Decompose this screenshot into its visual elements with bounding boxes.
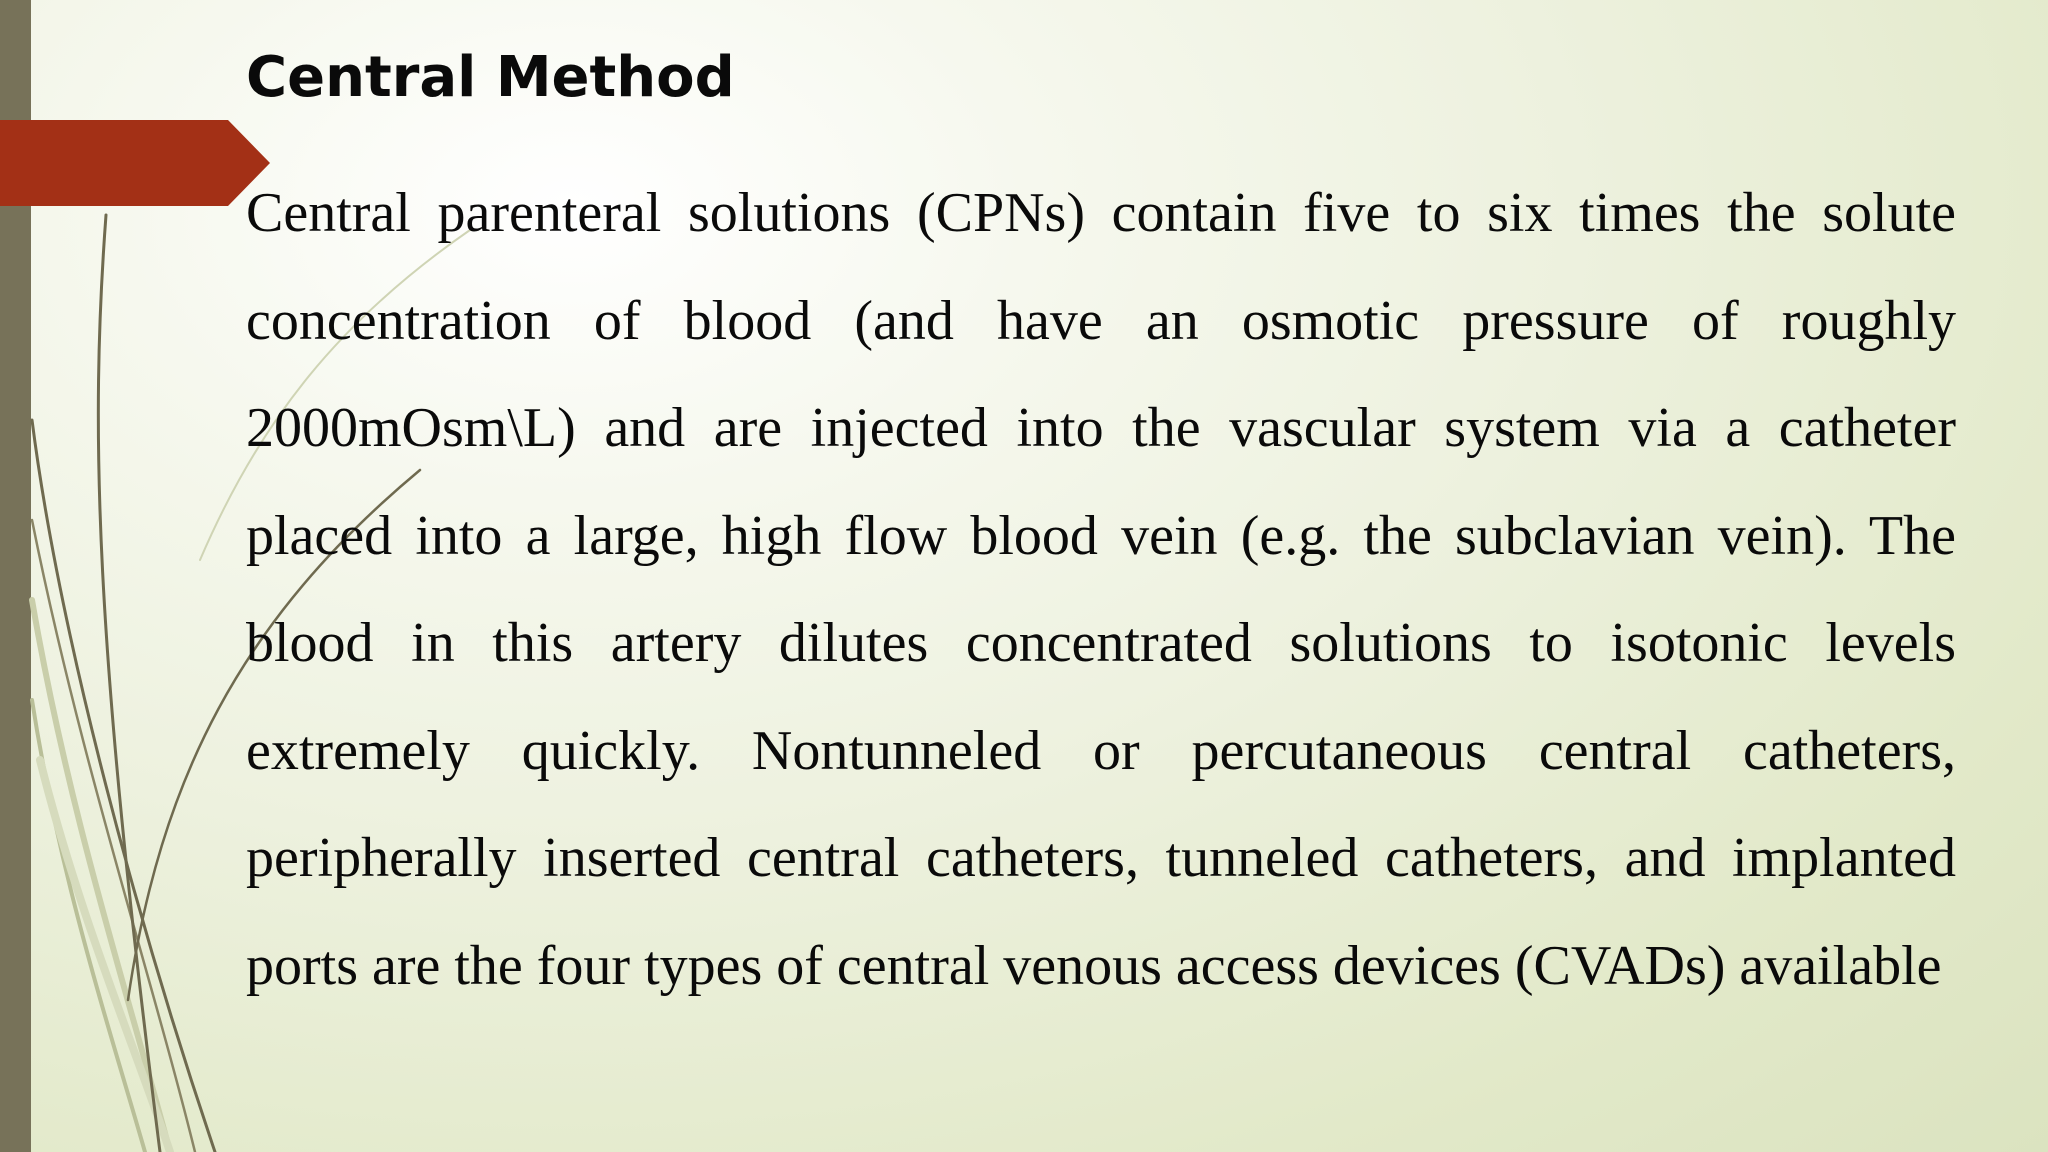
accent-arrow-shape bbox=[0, 120, 270, 206]
slide-title: Central Method bbox=[246, 45, 735, 110]
slide-body-paragraph: Central parenteral solutions (CPNs) contain five to six times the solute concentration of blood (and have an osmotic pressure of roughly 2000mOsm\L) and are injected into the vascular system via a catheter placed into a large, high flow blood vein (e.g. the subclavian vein). The blood in this artery dilutes concentrated solutions to isotonic levels extremely quickly. Nontunneled or percutaneous central catheters, peripherally inserted central catheters, tunneled catheters, and implanted ports are the four types of central venous access devices (CVADs) available bbox=[246, 182, 1956, 997]
